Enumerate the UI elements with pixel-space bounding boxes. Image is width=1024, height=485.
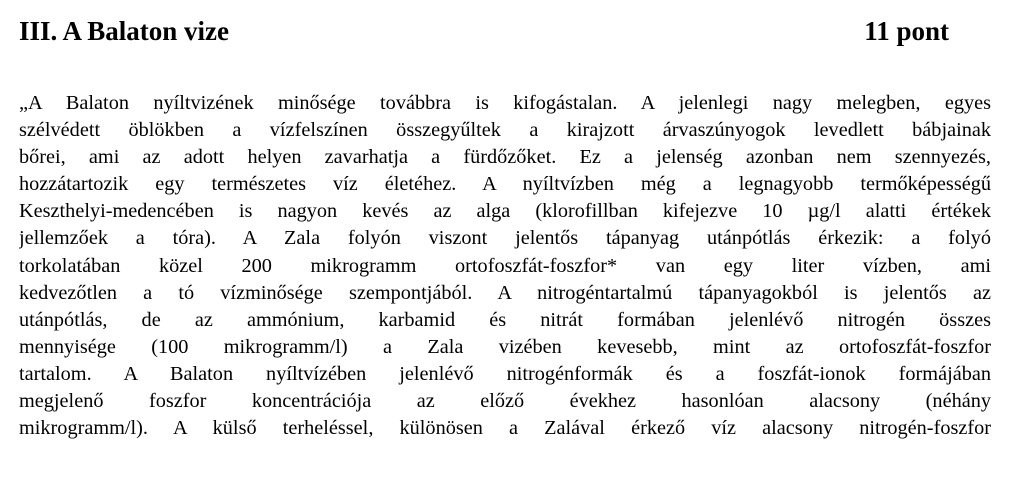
text-line: kedvezőtlen a tó vízminősége szempontjából. A nitrogéntartalmú tápanyagokból is jelentős az bbox=[19, 281, 991, 304]
section-title: III. A Balaton vize bbox=[19, 16, 230, 46]
text-line: tartalom. A Balaton nyíltvízében jelenlévő nitrogénformák és a foszfát-ionok formájában bbox=[19, 362, 991, 385]
text-line: bőrei, ami az adott helyen zavarhatja a fürdőzőket. Ez a jelenség azonban nem szennyezés, bbox=[19, 146, 991, 169]
text-line: hozzátartozik egy természetes víz életéhez. A nyíltvízben még a legnagyobb termőképességű bbox=[19, 173, 991, 196]
section-header bbox=[19, 14, 949, 48]
points-label: 11 pont bbox=[864, 16, 949, 46]
body-text bbox=[19, 90, 991, 442]
text-line: „A Balaton nyíltvizének minősége továbbra is kifogástalan. A jelenlegi nagy melegben, egyes bbox=[19, 92, 991, 114]
text-line: szélvédett öblökben a vízfelszínen összegyűltek a kirajzott árvaszúnyogok levedlett bábjainak bbox=[19, 119, 991, 142]
text-line: utánpótlás, de az ammónium, karbamid és nitrát formában jelenlévő nitrogén összes bbox=[19, 308, 991, 331]
text-line: torkolatában közel 200 mikrogramm ortofoszfát-foszfor* van egy liter vízben, ami bbox=[19, 254, 991, 277]
text-line: mikrogramm/l). A külső terheléssel, különösen a Zalával érkező víz alacsony nitrogén-foszfor bbox=[19, 417, 991, 440]
text-line: Keszthelyi-medencében is nagyon kevés az alga (klorofillban kifejezve 10 µg/l alatti értékek bbox=[19, 200, 991, 223]
document-page bbox=[19, 0, 991, 485]
text-line: megjelenő foszfor koncentrációja az előző évekhez hasonlóan alacsony (néhány bbox=[19, 390, 991, 413]
text-line: mennyisége (100 mikrogramm/l) a Zala vizében kevesebb, mint az ortofoszfát-foszfor bbox=[19, 335, 991, 358]
text-line: jellemzőek a tóra). A Zala folyón viszont jelentős tápanyag utánpótlás érkezik: a folyó bbox=[19, 227, 991, 250]
